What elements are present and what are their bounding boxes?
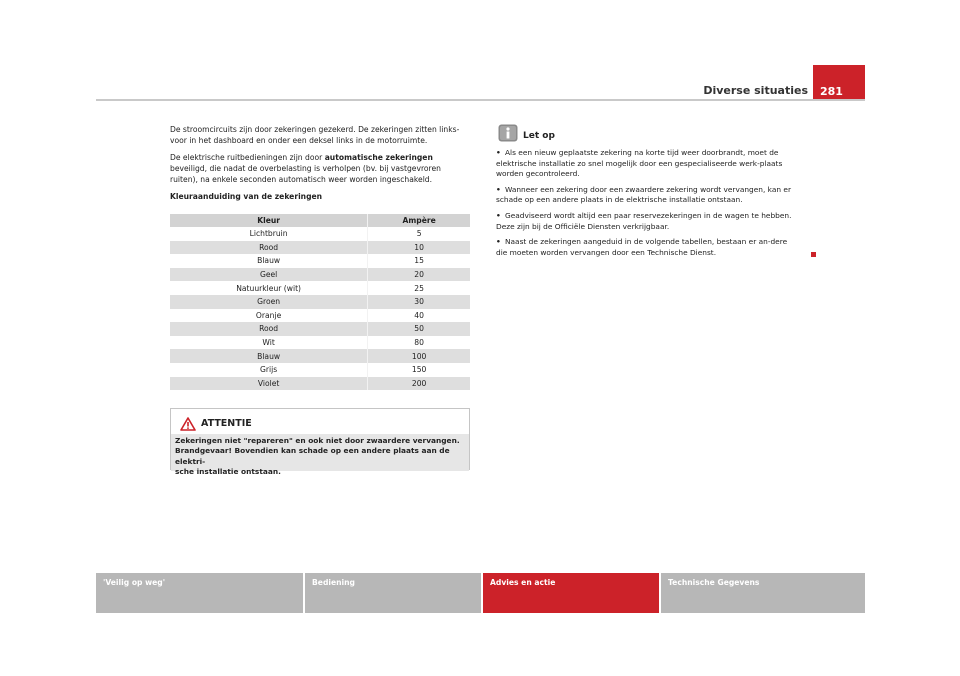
para2-text-end: beveiligd, die nadat de overbelasting is verholpen (bv. bij vastgevroren ruiten), na enkele seconden automatisch weer worden ingeschakeld.: [170, 164, 441, 184]
fuse-color-cell: Lichtbruin: [170, 227, 368, 241]
fuse-color-cell: Rood: [170, 241, 368, 255]
auto-fuse-paragraph: [170, 152, 470, 185]
table-row: [170, 281, 470, 295]
table-row: [170, 349, 470, 363]
table-row: [170, 336, 470, 350]
table-row: [170, 322, 470, 336]
table-row: [170, 309, 470, 323]
fuse-ampere-cell: 25: [414, 283, 424, 293]
fuse-ampere-cell: 30: [368, 295, 470, 309]
fuse-color-cell: Grijs: [170, 363, 368, 377]
fuse-color-cell: Blauw: [170, 254, 368, 268]
bullet-icon: •: [496, 210, 501, 220]
fuse-color-cell: Rood: [170, 322, 368, 336]
info-note-icon: [498, 124, 518, 146]
note-item-text: Als een nieuw geplaatste zekering na korte tijd weer doorbrandt, moet de elektrische installatie zo snel mogelijk door een gespecialiseerde werk-plaats worden gecontroleerd.: [496, 148, 783, 179]
column-header-ampere: Ampère: [368, 214, 470, 227]
note-item-text: Geadviseerd wordt altijd een paar reservezekeringen in de wagen te hebben. Deze zijn bij de Officiële Diensten verkrijgbaar.: [496, 210, 792, 231]
table-row: [170, 227, 470, 241]
fuse-ampere-cell: 5: [416, 229, 422, 239]
fuse-ampere-cell: 40: [414, 310, 424, 320]
para2-text-start: De elektrische ruitbedieningen zijn door: [170, 153, 325, 162]
fuse-color-table: [170, 214, 470, 390]
fuse-color-cell: Blauw: [170, 349, 368, 363]
para2-bold-term: automatische zekeringen: [324, 153, 433, 162]
fuse-ampere-cell: 20: [368, 268, 470, 282]
fuse-color-cell: Wit: [170, 336, 368, 350]
bullet-icon: •: [496, 184, 501, 194]
nav-tab-bediening[interactable]: Bediening: [305, 573, 481, 613]
warning-line-1: Zekeringen niet "repareren" en ook niet door zwaardere vervangen.: [175, 436, 460, 445]
fuse-ampere-cell: 50: [368, 322, 470, 336]
fuse-color-cell: Groen: [170, 295, 368, 309]
note-item-text: Naast de zekeringen aangeduid in de volgende tabellen, bestaan er an-dere die moeten worden vervangen door een Technische Dienst.: [496, 237, 788, 257]
fuse-ampere-cell: 10: [368, 241, 470, 255]
table-heading: Kleuraanduiding van de zekeringen: [170, 192, 323, 201]
note-item: [496, 211, 796, 232]
table-body: [170, 227, 470, 390]
warning-line-3: sche installatie ontstaan.: [175, 467, 281, 477]
table-row: [170, 295, 470, 309]
bullet-icon: •: [496, 148, 501, 157]
table-row: [170, 363, 470, 377]
header-divider: [96, 99, 865, 101]
nav-tab-veilig-op-weg[interactable]: 'Veilig op weg': [96, 573, 303, 613]
page-header-title: Diverse situaties: [703, 84, 808, 97]
note-item: [496, 185, 796, 206]
note-list: [496, 148, 796, 263]
note-title: Let op: [523, 131, 555, 141]
warning-box: [170, 408, 470, 477]
table-row: [170, 377, 470, 391]
warning-body: [171, 434, 469, 477]
intro-paragraph: De stroomcircuits zijn door zekeringen gezekerd. De zekeringen zitten links-voor in het dashboard en onder een deksel links in de motorruimte.: [170, 125, 460, 145]
nav-tab-technische-gegevens[interactable]: Technische Gegevens: [661, 573, 865, 613]
note-item: [496, 148, 796, 180]
note-item: [496, 237, 796, 258]
warning-title: ATTENTIE: [201, 418, 252, 429]
column-header-color: Kleur: [170, 214, 368, 227]
fuse-ampere-cell: 15: [414, 256, 424, 266]
table-header-row: [170, 214, 470, 227]
fuse-ampere-cell: 200: [368, 377, 470, 391]
footer-navigation: [96, 573, 865, 613]
fuse-color-cell: Violet: [170, 377, 368, 391]
table-row: [170, 241, 470, 255]
left-column: [170, 124, 470, 208]
table-row: [170, 268, 470, 282]
fuse-color-cell: Geel: [170, 268, 368, 282]
section-end-marker: [811, 252, 816, 257]
table-row: [170, 254, 470, 268]
fuse-ampere-cell: 100: [368, 349, 470, 363]
fuse-color-cell: Oranje: [170, 309, 368, 323]
warning-triangle-icon: [180, 416, 196, 435]
warning-header: [171, 409, 469, 434]
note-item-text: Wanneer een zekering door een zwaardere zekering wordt vervangen, kan er schade op een andere plaats in de elektrische installatie ontstaan.: [496, 184, 791, 205]
fuse-ampere-cell: 80: [414, 338, 424, 348]
warning-line-2: Brandgevaar! Bovendien kan schade op een andere plaats aan de elektri-: [175, 446, 450, 466]
fuse-color-cell: Natuurkleur (wit): [170, 281, 368, 295]
nav-tab-advies-en-actie[interactable]: Advies en actie: [483, 573, 659, 613]
page-number: 281: [813, 65, 865, 99]
fuse-ampere-cell: 150: [411, 365, 427, 375]
bullet-icon: •: [496, 237, 501, 247]
